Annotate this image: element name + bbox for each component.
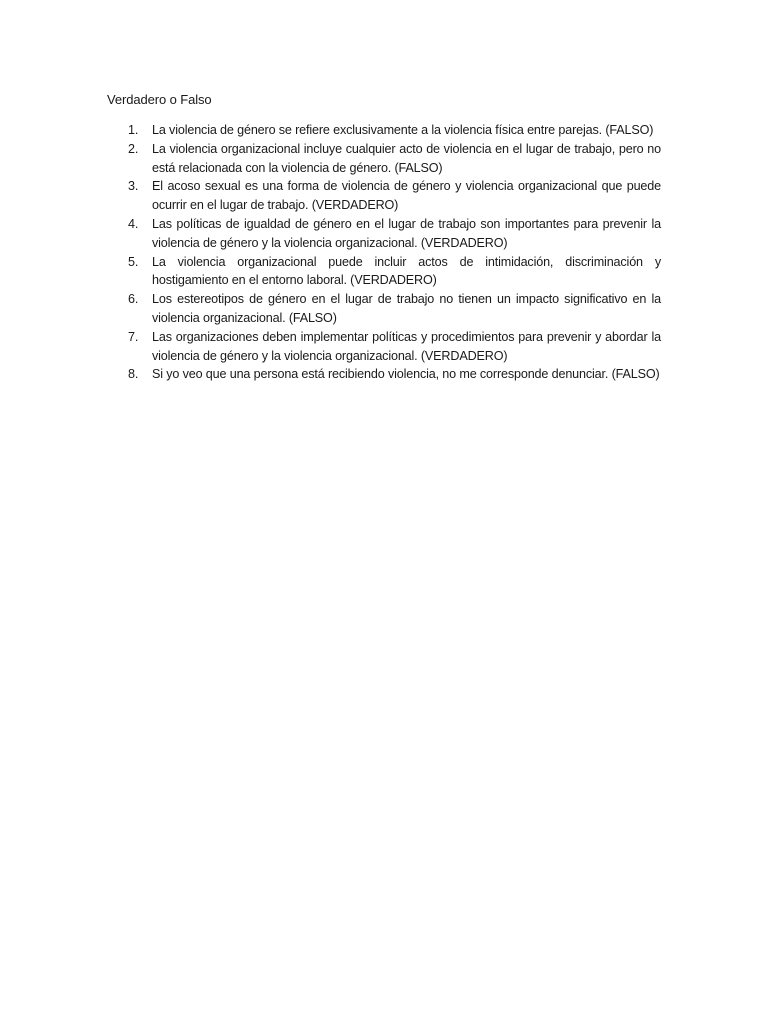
question-item-7 xyxy=(107,328,661,366)
question-text: Las políticas de igualdad de género en el lugar de trabajo son importantes para prevenir la violencia de género y la violencia organizacional. (VERDADERO) xyxy=(152,216,661,250)
question-item-1 xyxy=(107,121,661,140)
question-text: La violencia de género se refiere exclusivamente a la violencia física entre parejas. (FALSO) xyxy=(152,123,654,137)
question-number: 6. xyxy=(128,292,139,307)
question-item-6 xyxy=(107,290,661,328)
question-text: Si yo veo que una persona está recibiendo violencia, no me corresponde denunciar. (FALSO) xyxy=(152,367,660,382)
document-title: Verdadero o Falso xyxy=(107,92,212,107)
question-item-4 xyxy=(107,215,661,253)
question-text: Las organizaciones deben implementar políticas y procedimientos para prevenir y abordar la violencia de género y la violencia organizacional. (VERDADERO) xyxy=(152,329,661,363)
question-text: La violencia organizacional incluye cualquier acto de violencia en el lugar de trabajo, pero no está relacionada con la violencia de género. (FALSO) xyxy=(152,141,661,175)
question-text: El acoso sexual es una forma de violencia de género y violencia organizacional que puede ocurrir en el lugar de trabajo. (VERDADERO) xyxy=(152,179,661,213)
question-number: 2. xyxy=(128,141,139,156)
question-number: 4. xyxy=(128,216,139,231)
question-number: 3. xyxy=(128,179,139,194)
question-item-5 xyxy=(107,253,661,291)
question-number: 7. xyxy=(128,329,139,344)
question-text: Los estereotipos de género en el lugar de trabajo no tienen un impacto significativo en la violencia organizacional. (FALSO) xyxy=(152,292,661,325)
question-number: 1. xyxy=(128,123,139,137)
question-list xyxy=(107,121,661,384)
question-item-2 xyxy=(107,140,661,178)
question-item-3 xyxy=(107,177,661,215)
question-number: 8. xyxy=(128,367,139,382)
question-item-8 xyxy=(107,365,661,384)
question-text: La violencia organizacional puede incluir actos de intimidación, discriminación y hostigamiento en el entorno laboral. (VERDADERO) xyxy=(152,254,661,288)
question-number: 5. xyxy=(128,254,139,269)
